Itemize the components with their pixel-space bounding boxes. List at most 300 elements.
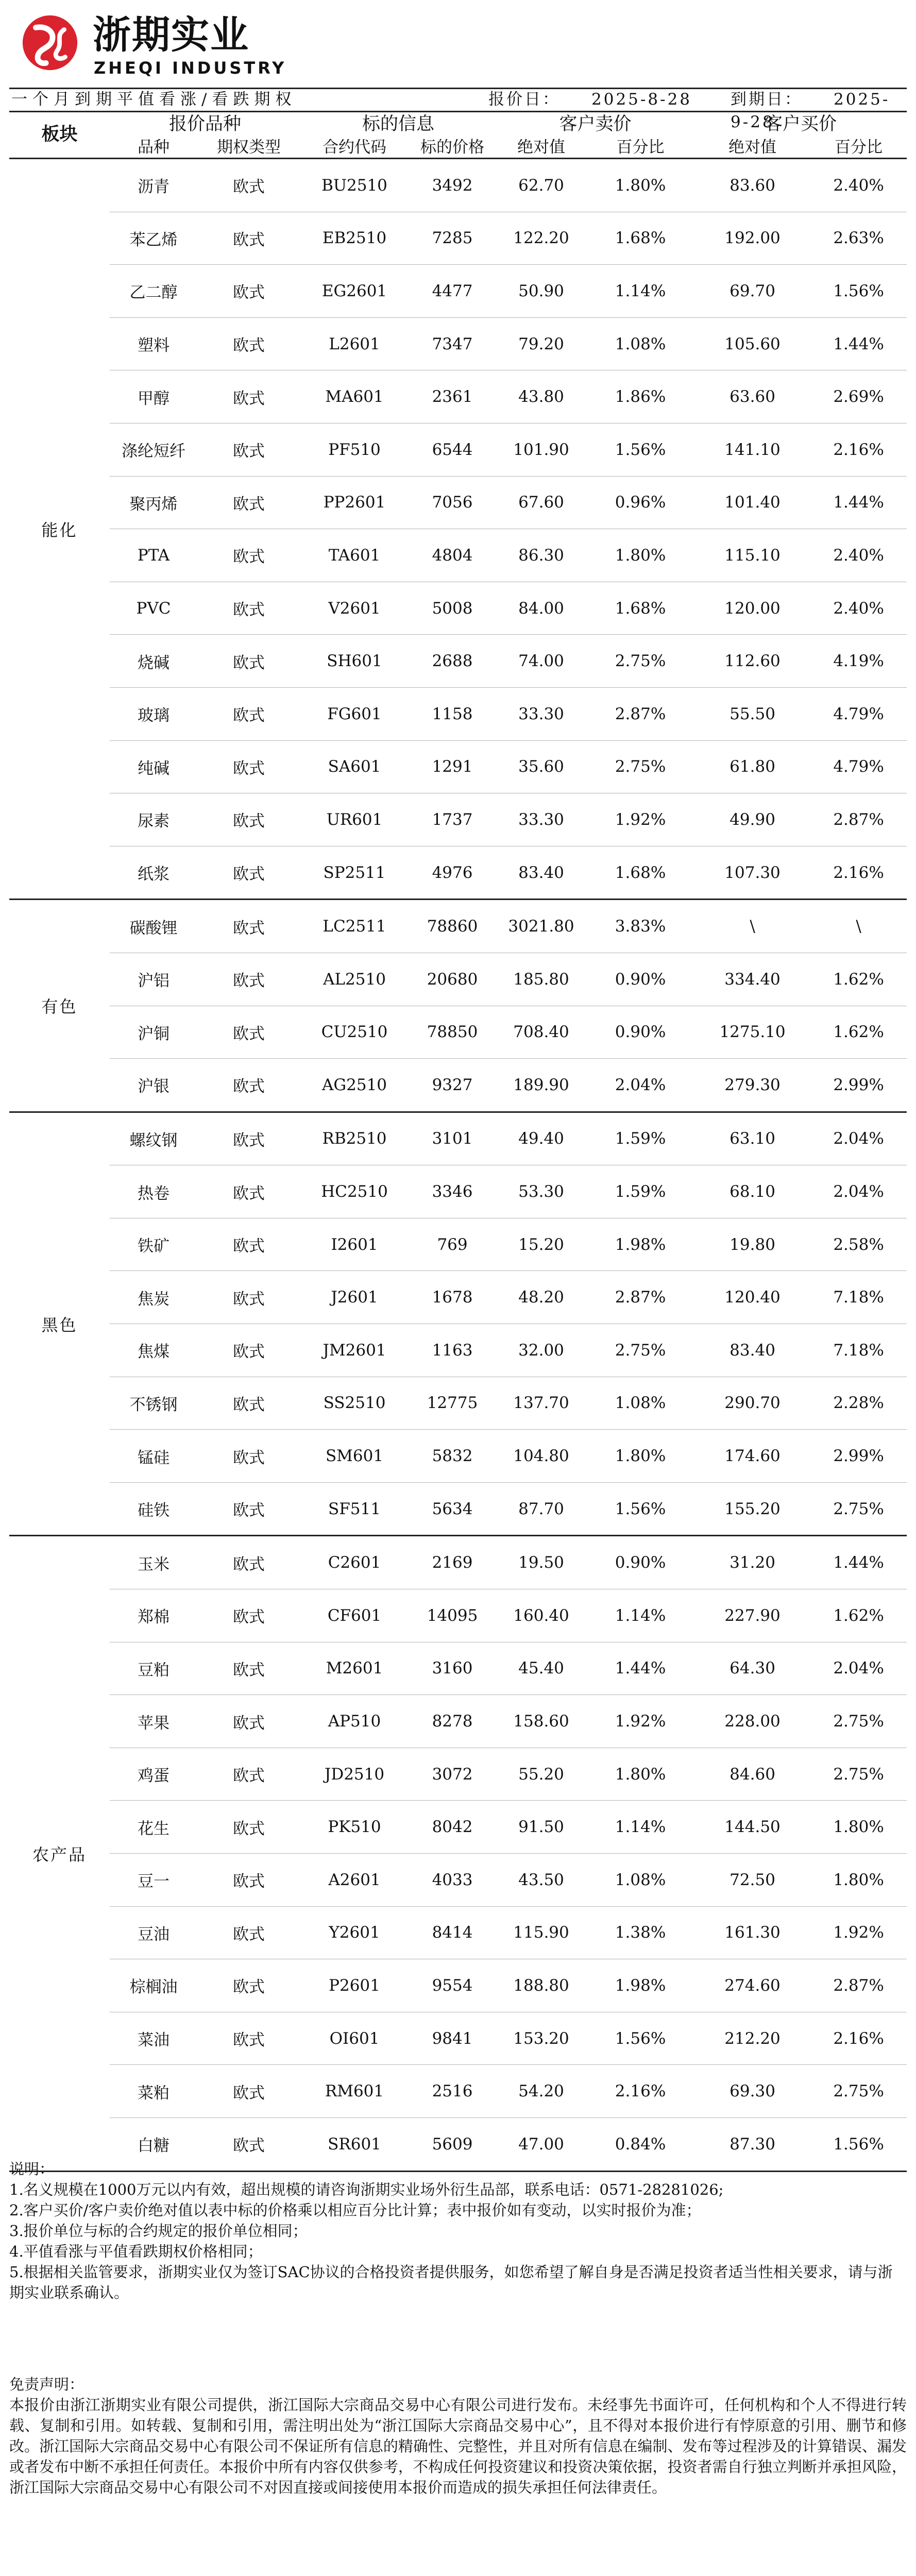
cell-buy-abs: 19.80 xyxy=(694,1218,810,1271)
cell-sell-abs: 104.80 xyxy=(496,1430,586,1483)
cell-option-type: 欧式 xyxy=(197,529,300,582)
cell-sell-abs: 62.70 xyxy=(496,159,586,212)
cell-buy-abs: 64.30 xyxy=(694,1642,810,1695)
table-row xyxy=(9,1377,907,1430)
cell-option-type: 欧式 xyxy=(197,1271,300,1324)
cell-sell-pct: 1.80% xyxy=(586,529,694,582)
table-row xyxy=(9,1271,907,1324)
cell-contract-code: EG2601 xyxy=(300,265,409,318)
cell-option-type: 欧式 xyxy=(197,2117,300,2171)
table-row xyxy=(9,370,907,423)
cell-variety: 锰硅 xyxy=(110,1430,197,1483)
quote-date-value: 2025-8-28 xyxy=(591,90,692,109)
cell-buy-pct: 2.16% xyxy=(810,2012,907,2065)
cell-buy-abs: 212.20 xyxy=(694,2012,810,2065)
cell-variety: 菜粕 xyxy=(110,2065,197,2118)
cell-option-type: 欧式 xyxy=(197,1959,300,2012)
cell-underlying-price: 8042 xyxy=(409,1801,496,1854)
cell-underlying-price: 7285 xyxy=(409,212,496,265)
cell-sell-pct: 1.56% xyxy=(586,2012,694,2065)
cell-variety: 苹果 xyxy=(110,1695,197,1748)
cell-underlying-price: 5008 xyxy=(409,582,496,635)
cell-buy-abs: 334.40 xyxy=(694,953,810,1006)
cell-buy-abs: 144.50 xyxy=(694,1801,810,1854)
cell-underlying-price: 5832 xyxy=(409,1430,496,1483)
board-label: 能化 xyxy=(9,159,110,900)
cell-buy-pct: 2.16% xyxy=(810,423,907,476)
cell-buy-abs: 63.10 xyxy=(694,1112,810,1165)
cell-sell-pct: 1.80% xyxy=(586,1430,694,1483)
cell-variety: 烧碱 xyxy=(110,635,197,688)
note-item: 5.根据相关监管要求，浙期实业仅为签订SAC协议的合格投资者提供服务，如您希望了解自身是否满足投资者适当性相关要求，请与浙期实业联系确认。 xyxy=(9,2263,893,2301)
cell-underlying-price: 3072 xyxy=(409,1748,496,1801)
cell-underlying-price: 1291 xyxy=(409,740,496,793)
cell-variety: 鸡蛋 xyxy=(110,1748,197,1801)
disclaimer-section xyxy=(9,2374,907,2498)
cell-option-type: 欧式 xyxy=(197,687,300,740)
cell-buy-pct: 2.75% xyxy=(810,1482,907,1536)
cell-option-type: 欧式 xyxy=(197,740,300,793)
cell-buy-abs: 279.30 xyxy=(694,1059,810,1112)
cell-sell-abs: 19.50 xyxy=(496,1536,586,1589)
table-row xyxy=(9,687,907,740)
cell-contract-code: BU2510 xyxy=(300,159,409,212)
quote-date xyxy=(488,88,692,111)
cell-option-type: 欧式 xyxy=(197,793,300,846)
table-row xyxy=(9,1218,907,1271)
cell-variety: 白糖 xyxy=(110,2117,197,2171)
brand-name-en: ZHEQI INDUSTRY xyxy=(94,58,287,78)
cell-variety: PVC xyxy=(110,582,197,635)
cell-sell-abs: 160.40 xyxy=(496,1589,586,1642)
cell-sell-abs: 79.20 xyxy=(496,317,586,370)
cell-buy-abs: 115.10 xyxy=(694,529,810,582)
group-underlying: 标的信息 xyxy=(362,114,435,134)
cell-option-type: 欧式 xyxy=(197,476,300,529)
cell-option-type: 欧式 xyxy=(197,423,300,476)
cell-sell-abs: 86.30 xyxy=(496,529,586,582)
cell-sell-pct: 1.14% xyxy=(586,1589,694,1642)
cell-sell-pct: 1.68% xyxy=(586,212,694,265)
cell-option-type: 欧式 xyxy=(197,1695,300,1748)
cell-sell-abs: 153.20 xyxy=(496,2012,586,2065)
cell-option-type: 欧式 xyxy=(197,1536,300,1589)
cell-underlying-price: 1737 xyxy=(409,793,496,846)
cell-sell-abs: 15.20 xyxy=(496,1218,586,1271)
cell-option-type: 欧式 xyxy=(197,1748,300,1801)
cell-buy-abs: 63.60 xyxy=(694,370,810,423)
cell-contract-code: I2601 xyxy=(300,1218,409,1271)
cell-buy-pct: \ xyxy=(810,900,907,953)
cell-contract-code: AL2510 xyxy=(300,953,409,1006)
cell-contract-code: HC2510 xyxy=(300,1165,409,1218)
cell-variety: 纸浆 xyxy=(110,846,197,900)
cell-option-type: 欧式 xyxy=(197,1854,300,1907)
cell-sell-pct: 1.59% xyxy=(586,1165,694,1218)
cell-sell-abs: 45.40 xyxy=(496,1642,586,1695)
cell-variety: 沪铝 xyxy=(110,953,197,1006)
cell-buy-pct: 2.87% xyxy=(810,1959,907,2012)
cell-buy-abs: 120.40 xyxy=(694,1271,810,1324)
cell-underlying-price: 9554 xyxy=(409,1959,496,2012)
cell-option-type: 欧式 xyxy=(197,1165,300,1218)
cell-buy-pct: 1.62% xyxy=(810,1589,907,1642)
cell-contract-code: PF510 xyxy=(300,423,409,476)
cell-contract-code: PP2601 xyxy=(300,476,409,529)
cell-contract-code: CU2510 xyxy=(300,1006,409,1059)
cell-sell-pct: 2.87% xyxy=(586,687,694,740)
cell-underlying-price: 4033 xyxy=(409,1854,496,1907)
brand-logo-icon xyxy=(20,12,80,73)
cell-variety: 甲醇 xyxy=(110,370,197,423)
cell-buy-pct: 2.63% xyxy=(810,212,907,265)
notes-title: 说明： xyxy=(9,2160,55,2178)
table-row xyxy=(9,1695,907,1748)
cell-option-type: 欧式 xyxy=(197,212,300,265)
cell-variety: 玻璃 xyxy=(110,687,197,740)
brand-name-cn: 浙期实业 xyxy=(93,13,249,57)
cell-buy-pct: 1.80% xyxy=(810,1801,907,1854)
cell-contract-code: V2601 xyxy=(300,582,409,635)
cell-sell-pct: 2.75% xyxy=(586,1324,694,1377)
cell-underlying-price: 78850 xyxy=(409,1006,496,1059)
cell-sell-pct: 1.92% xyxy=(586,1695,694,1748)
cell-underlying-price: 8278 xyxy=(409,1695,496,1748)
cell-sell-pct: 1.56% xyxy=(586,423,694,476)
cell-contract-code: JM2601 xyxy=(300,1324,409,1377)
cell-buy-abs: 141.10 xyxy=(694,423,810,476)
cell-buy-pct: 2.04% xyxy=(810,1642,907,1695)
cell-sell-abs: 43.80 xyxy=(496,370,586,423)
cell-underlying-price: 1678 xyxy=(409,1271,496,1324)
cell-sell-abs: 35.60 xyxy=(496,740,586,793)
table-row xyxy=(9,159,907,212)
cell-variety: 玉米 xyxy=(110,1536,197,1589)
cell-sell-abs: 708.40 xyxy=(496,1006,586,1059)
cell-contract-code: PK510 xyxy=(300,1801,409,1854)
cell-sell-abs: 91.50 xyxy=(496,1801,586,1854)
cell-buy-pct: 1.44% xyxy=(810,1536,907,1589)
cell-option-type: 欧式 xyxy=(197,370,300,423)
cell-contract-code: SS2510 xyxy=(300,1377,409,1430)
cell-sell-abs: 158.60 xyxy=(496,1695,586,1748)
cell-buy-pct: 2.75% xyxy=(810,1695,907,1748)
cell-sell-abs: 185.80 xyxy=(496,953,586,1006)
col-sell-pct: 百分比 xyxy=(586,137,694,159)
cell-contract-code: SR601 xyxy=(300,2117,409,2171)
cell-buy-pct: 2.75% xyxy=(810,1748,907,1801)
table-row xyxy=(9,1801,907,1854)
cell-buy-pct: 2.16% xyxy=(810,846,907,900)
table-row xyxy=(9,2065,907,2118)
table-row xyxy=(9,1006,907,1059)
cell-variety: 热卷 xyxy=(110,1165,197,1218)
cell-sell-pct: 0.90% xyxy=(586,1536,694,1589)
col-buy-abs: 绝对值 xyxy=(694,137,810,159)
disclaimer-body: 本报价由浙江浙期实业有限公司提供，浙江国际大宗商品交易中心有限公司进行发布。未经事先书面许可，任何机构和个人不得进行转载、复制和引用。如转载、复制和引用，需注明出处为“浙江国际大宗商品交易中心”，且不得对本报价进行有悖原意的引用、删节和修改。浙江国际大宗商品交易中心有限公司不保证所有信息的精确性、完整性，并且对所有信息在编制、发布等过程涉及的计算错误、漏发或者发布中断不承担任何责任。本报价中所有内容仅供参考，不构成任何投资建议和投资决策依据，投资者需自行独立判断并承担风险，浙江国际大宗商品交易中心有限公司不对因直接或间接使用本报价而造成的损失承担任何法律责任。 xyxy=(9,2396,907,2496)
table-row xyxy=(9,1854,907,1907)
cell-contract-code: AG2510 xyxy=(300,1059,409,1112)
cell-option-type: 欧式 xyxy=(197,1218,300,1271)
cell-contract-code: SA601 xyxy=(300,740,409,793)
cell-underlying-price: 9327 xyxy=(409,1059,496,1112)
cell-sell-pct: 2.87% xyxy=(586,1271,694,1324)
cell-sell-pct: 1.68% xyxy=(586,582,694,635)
sheet-title: 一个月到期平值看涨/看跌期权 xyxy=(11,90,297,109)
cell-buy-abs: 274.60 xyxy=(694,1959,810,2012)
cell-contract-code: CF601 xyxy=(300,1589,409,1642)
cell-contract-code: M2601 xyxy=(300,1642,409,1695)
note-item: 3.报价单位与标的合约规定的报价单位相同； xyxy=(9,2222,308,2240)
cell-variety: 花生 xyxy=(110,1801,197,1854)
cell-sell-pct: 1.80% xyxy=(586,159,694,212)
cell-option-type: 欧式 xyxy=(197,1482,300,1536)
cell-buy-pct: 7.18% xyxy=(810,1271,907,1324)
cell-contract-code: SM601 xyxy=(300,1430,409,1483)
table-row xyxy=(9,1959,907,2012)
table-row xyxy=(9,529,907,582)
cell-contract-code: A2601 xyxy=(300,1854,409,1907)
cell-sell-abs: 55.20 xyxy=(496,1748,586,1801)
cell-sell-pct: 1.08% xyxy=(586,317,694,370)
cell-option-type: 欧式 xyxy=(197,1801,300,1854)
cell-underlying-price: 6544 xyxy=(409,423,496,476)
cell-sell-pct: 1.98% xyxy=(586,1218,694,1271)
cell-contract-code: FG601 xyxy=(300,687,409,740)
table-row xyxy=(9,265,907,318)
cell-underlying-price: 3101 xyxy=(409,1112,496,1165)
cell-sell-pct: 1.38% xyxy=(586,1906,694,1959)
cell-variety: 苯乙烯 xyxy=(110,212,197,265)
cell-buy-abs: 55.50 xyxy=(694,687,810,740)
table-row xyxy=(9,1059,907,1112)
cell-buy-pct: 2.99% xyxy=(810,1430,907,1483)
cell-contract-code: EB2510 xyxy=(300,212,409,265)
cell-buy-pct: 1.62% xyxy=(810,953,907,1006)
cell-underlying-price: 78860 xyxy=(409,900,496,953)
table-row xyxy=(9,1589,907,1642)
cell-variety: 沪铜 xyxy=(110,1006,197,1059)
cell-option-type: 欧式 xyxy=(197,1642,300,1695)
cell-buy-abs: 120.00 xyxy=(694,582,810,635)
quote-table-body xyxy=(9,159,907,2172)
cell-sell-abs: 189.90 xyxy=(496,1059,586,1112)
cell-option-type: 欧式 xyxy=(197,900,300,953)
cell-sell-abs: 47.00 xyxy=(496,2117,586,2171)
cell-buy-abs: 61.80 xyxy=(694,740,810,793)
cell-buy-abs: 174.60 xyxy=(694,1430,810,1483)
cell-sell-pct: 1.14% xyxy=(586,265,694,318)
cell-sell-abs: 33.30 xyxy=(496,687,586,740)
cell-underlying-price: 5634 xyxy=(409,1482,496,1536)
cell-option-type: 欧式 xyxy=(197,2012,300,2065)
cell-buy-pct: 4.19% xyxy=(810,635,907,688)
cell-contract-code: UR601 xyxy=(300,793,409,846)
cell-buy-abs: 69.70 xyxy=(694,265,810,318)
cell-underlying-price: 7347 xyxy=(409,317,496,370)
cell-sell-pct: 1.14% xyxy=(586,1801,694,1854)
cell-option-type: 欧式 xyxy=(197,846,300,900)
expiry-date-value: 2025-9-28 xyxy=(731,90,890,131)
cell-buy-abs: 87.30 xyxy=(694,2117,810,2171)
cell-variety: 乙二醇 xyxy=(110,265,197,318)
cell-underlying-price: 3346 xyxy=(409,1165,496,1218)
group-sell: 客户卖价 xyxy=(559,114,632,134)
cell-option-type: 欧式 xyxy=(197,1377,300,1430)
cell-contract-code: L2601 xyxy=(300,317,409,370)
col-board: 板块 xyxy=(9,111,110,159)
cell-sell-pct: 1.86% xyxy=(586,370,694,423)
cell-underlying-price: 2169 xyxy=(409,1536,496,1589)
cell-underlying-price: 1163 xyxy=(409,1324,496,1377)
cell-buy-pct: 1.44% xyxy=(810,476,907,529)
cell-buy-abs: 1275.10 xyxy=(694,1006,810,1059)
table-row xyxy=(9,1536,907,1589)
cell-sell-abs: 50.90 xyxy=(496,265,586,318)
cell-underlying-price: 5609 xyxy=(409,2117,496,2171)
cell-option-type: 欧式 xyxy=(197,635,300,688)
cell-sell-abs: 32.00 xyxy=(496,1324,586,1377)
cell-buy-abs: 228.00 xyxy=(694,1695,810,1748)
cell-option-type: 欧式 xyxy=(197,1059,300,1112)
table-row xyxy=(9,900,907,953)
table-row xyxy=(9,1112,907,1165)
cell-sell-pct: 1.59% xyxy=(586,1112,694,1165)
cell-sell-pct: 0.84% xyxy=(586,2117,694,2171)
cell-buy-abs: 105.60 xyxy=(694,317,810,370)
cell-sell-pct: 2.75% xyxy=(586,635,694,688)
cell-sell-abs: 33.30 xyxy=(496,793,586,846)
cell-variety: 碳酸锂 xyxy=(110,900,197,953)
cell-option-type: 欧式 xyxy=(197,2065,300,2118)
cell-sell-pct: 2.75% xyxy=(586,740,694,793)
table-row xyxy=(9,476,907,529)
col-contract-code: 合约代码 xyxy=(300,137,409,159)
quote-date-label: 报价日： xyxy=(488,90,561,109)
note-item: 2.客户买价/客户卖价绝对值以表中标的价格乘以相应百分比计算；表中报价如有变动，以实时报价为准； xyxy=(9,2201,701,2219)
cell-contract-code: C2601 xyxy=(300,1536,409,1589)
table-row xyxy=(9,740,907,793)
group-contract: 报价品种 xyxy=(169,114,242,134)
cell-buy-pct: 2.75% xyxy=(810,2065,907,2118)
cell-option-type: 欧式 xyxy=(197,953,300,1006)
cell-sell-pct: 1.08% xyxy=(586,1854,694,1907)
cell-sell-pct: 1.98% xyxy=(586,1959,694,2012)
cell-sell-abs: 54.20 xyxy=(496,2065,586,2118)
cell-underlying-price: 4477 xyxy=(409,265,496,318)
cell-buy-pct: 2.04% xyxy=(810,1112,907,1165)
cell-underlying-price: 2361 xyxy=(409,370,496,423)
cell-contract-code: SF511 xyxy=(300,1482,409,1536)
cell-option-type: 欧式 xyxy=(197,159,300,212)
cell-buy-abs: \ xyxy=(694,900,810,953)
cell-buy-pct: 2.87% xyxy=(810,793,907,846)
cell-underlying-price: 4976 xyxy=(409,846,496,900)
cell-contract-code: RB2510 xyxy=(300,1112,409,1165)
cell-buy-abs: 192.00 xyxy=(694,212,810,265)
note-item: 4.平值看涨与平值看跌期权价格相同； xyxy=(9,2243,263,2260)
board-label: 有色 xyxy=(9,900,110,1112)
cell-option-type: 欧式 xyxy=(197,265,300,318)
cell-variety: 豆粕 xyxy=(110,1642,197,1695)
cell-sell-abs: 188.80 xyxy=(496,1959,586,2012)
cell-buy-abs: 112.60 xyxy=(694,635,810,688)
cell-sell-pct: 0.90% xyxy=(586,953,694,1006)
cell-contract-code: Y2601 xyxy=(300,1906,409,1959)
cell-sell-abs: 137.70 xyxy=(496,1377,586,1430)
cell-sell-pct: 0.90% xyxy=(586,1006,694,1059)
cell-underlying-price: 12775 xyxy=(409,1377,496,1430)
cell-variety: 郑棉 xyxy=(110,1589,197,1642)
col-option-type: 期权类型 xyxy=(197,137,300,159)
cell-variety: 焦煤 xyxy=(110,1324,197,1377)
cell-underlying-price: 769 xyxy=(409,1218,496,1271)
table-row xyxy=(9,2012,907,2065)
cell-sell-abs: 43.50 xyxy=(496,1854,586,1907)
cell-buy-abs: 161.30 xyxy=(694,1906,810,1959)
table-row xyxy=(9,1324,907,1377)
cell-option-type: 欧式 xyxy=(197,1589,300,1642)
group-buy: 客户买价 xyxy=(765,114,837,134)
cell-buy-abs: 84.60 xyxy=(694,1748,810,1801)
cell-variety: 豆一 xyxy=(110,1854,197,1907)
cell-variety: 塑料 xyxy=(110,317,197,370)
cell-option-type: 欧式 xyxy=(197,1906,300,1959)
table-row xyxy=(9,846,907,900)
cell-variety: 尿素 xyxy=(110,793,197,846)
cell-sell-abs: 49.40 xyxy=(496,1112,586,1165)
cell-buy-abs: 227.90 xyxy=(694,1589,810,1642)
cell-underlying-price: 9841 xyxy=(409,2012,496,2065)
cell-contract-code: RM601 xyxy=(300,2065,409,2118)
cell-underlying-price: 2516 xyxy=(409,2065,496,2118)
cell-variety: 焦炭 xyxy=(110,1271,197,1324)
cell-sell-pct: 2.04% xyxy=(586,1059,694,1112)
cell-variety: PTA xyxy=(110,529,197,582)
col-variety: 品种 xyxy=(110,137,197,159)
cell-buy-abs: 31.20 xyxy=(694,1536,810,1589)
cell-option-type: 欧式 xyxy=(197,1112,300,1165)
cell-variety: 硅铁 xyxy=(110,1482,197,1536)
table-row xyxy=(9,1748,907,1801)
cell-sell-abs: 74.00 xyxy=(496,635,586,688)
cell-buy-abs: 107.30 xyxy=(694,846,810,900)
cell-sell-abs: 115.90 xyxy=(496,1906,586,1959)
cell-underlying-price: 14095 xyxy=(409,1589,496,1642)
table-row xyxy=(9,793,907,846)
cell-buy-pct: 2.40% xyxy=(810,159,907,212)
notes-section xyxy=(9,2159,907,2303)
cell-buy-pct: 1.44% xyxy=(810,317,907,370)
cell-buy-abs: 68.10 xyxy=(694,1165,810,1218)
col-sell-abs: 绝对值 xyxy=(496,137,586,159)
table-row xyxy=(9,1482,907,1536)
cell-buy-pct: 1.92% xyxy=(810,1906,907,1959)
cell-variety: 涤纶短纤 xyxy=(110,423,197,476)
table-row xyxy=(9,635,907,688)
cell-underlying-price: 20680 xyxy=(409,953,496,1006)
cell-buy-pct: 1.62% xyxy=(810,1006,907,1059)
col-buy-pct: 百分比 xyxy=(810,137,907,159)
cell-buy-abs: 69.30 xyxy=(694,2065,810,2118)
cell-contract-code: J2601 xyxy=(300,1271,409,1324)
table-row xyxy=(9,1642,907,1695)
cell-underlying-price: 7056 xyxy=(409,476,496,529)
quote-table xyxy=(9,111,907,2172)
disclaimer-title: 免责声明： xyxy=(9,2376,84,2393)
cell-buy-pct: 2.40% xyxy=(810,582,907,635)
cell-buy-pct: 2.58% xyxy=(810,1218,907,1271)
